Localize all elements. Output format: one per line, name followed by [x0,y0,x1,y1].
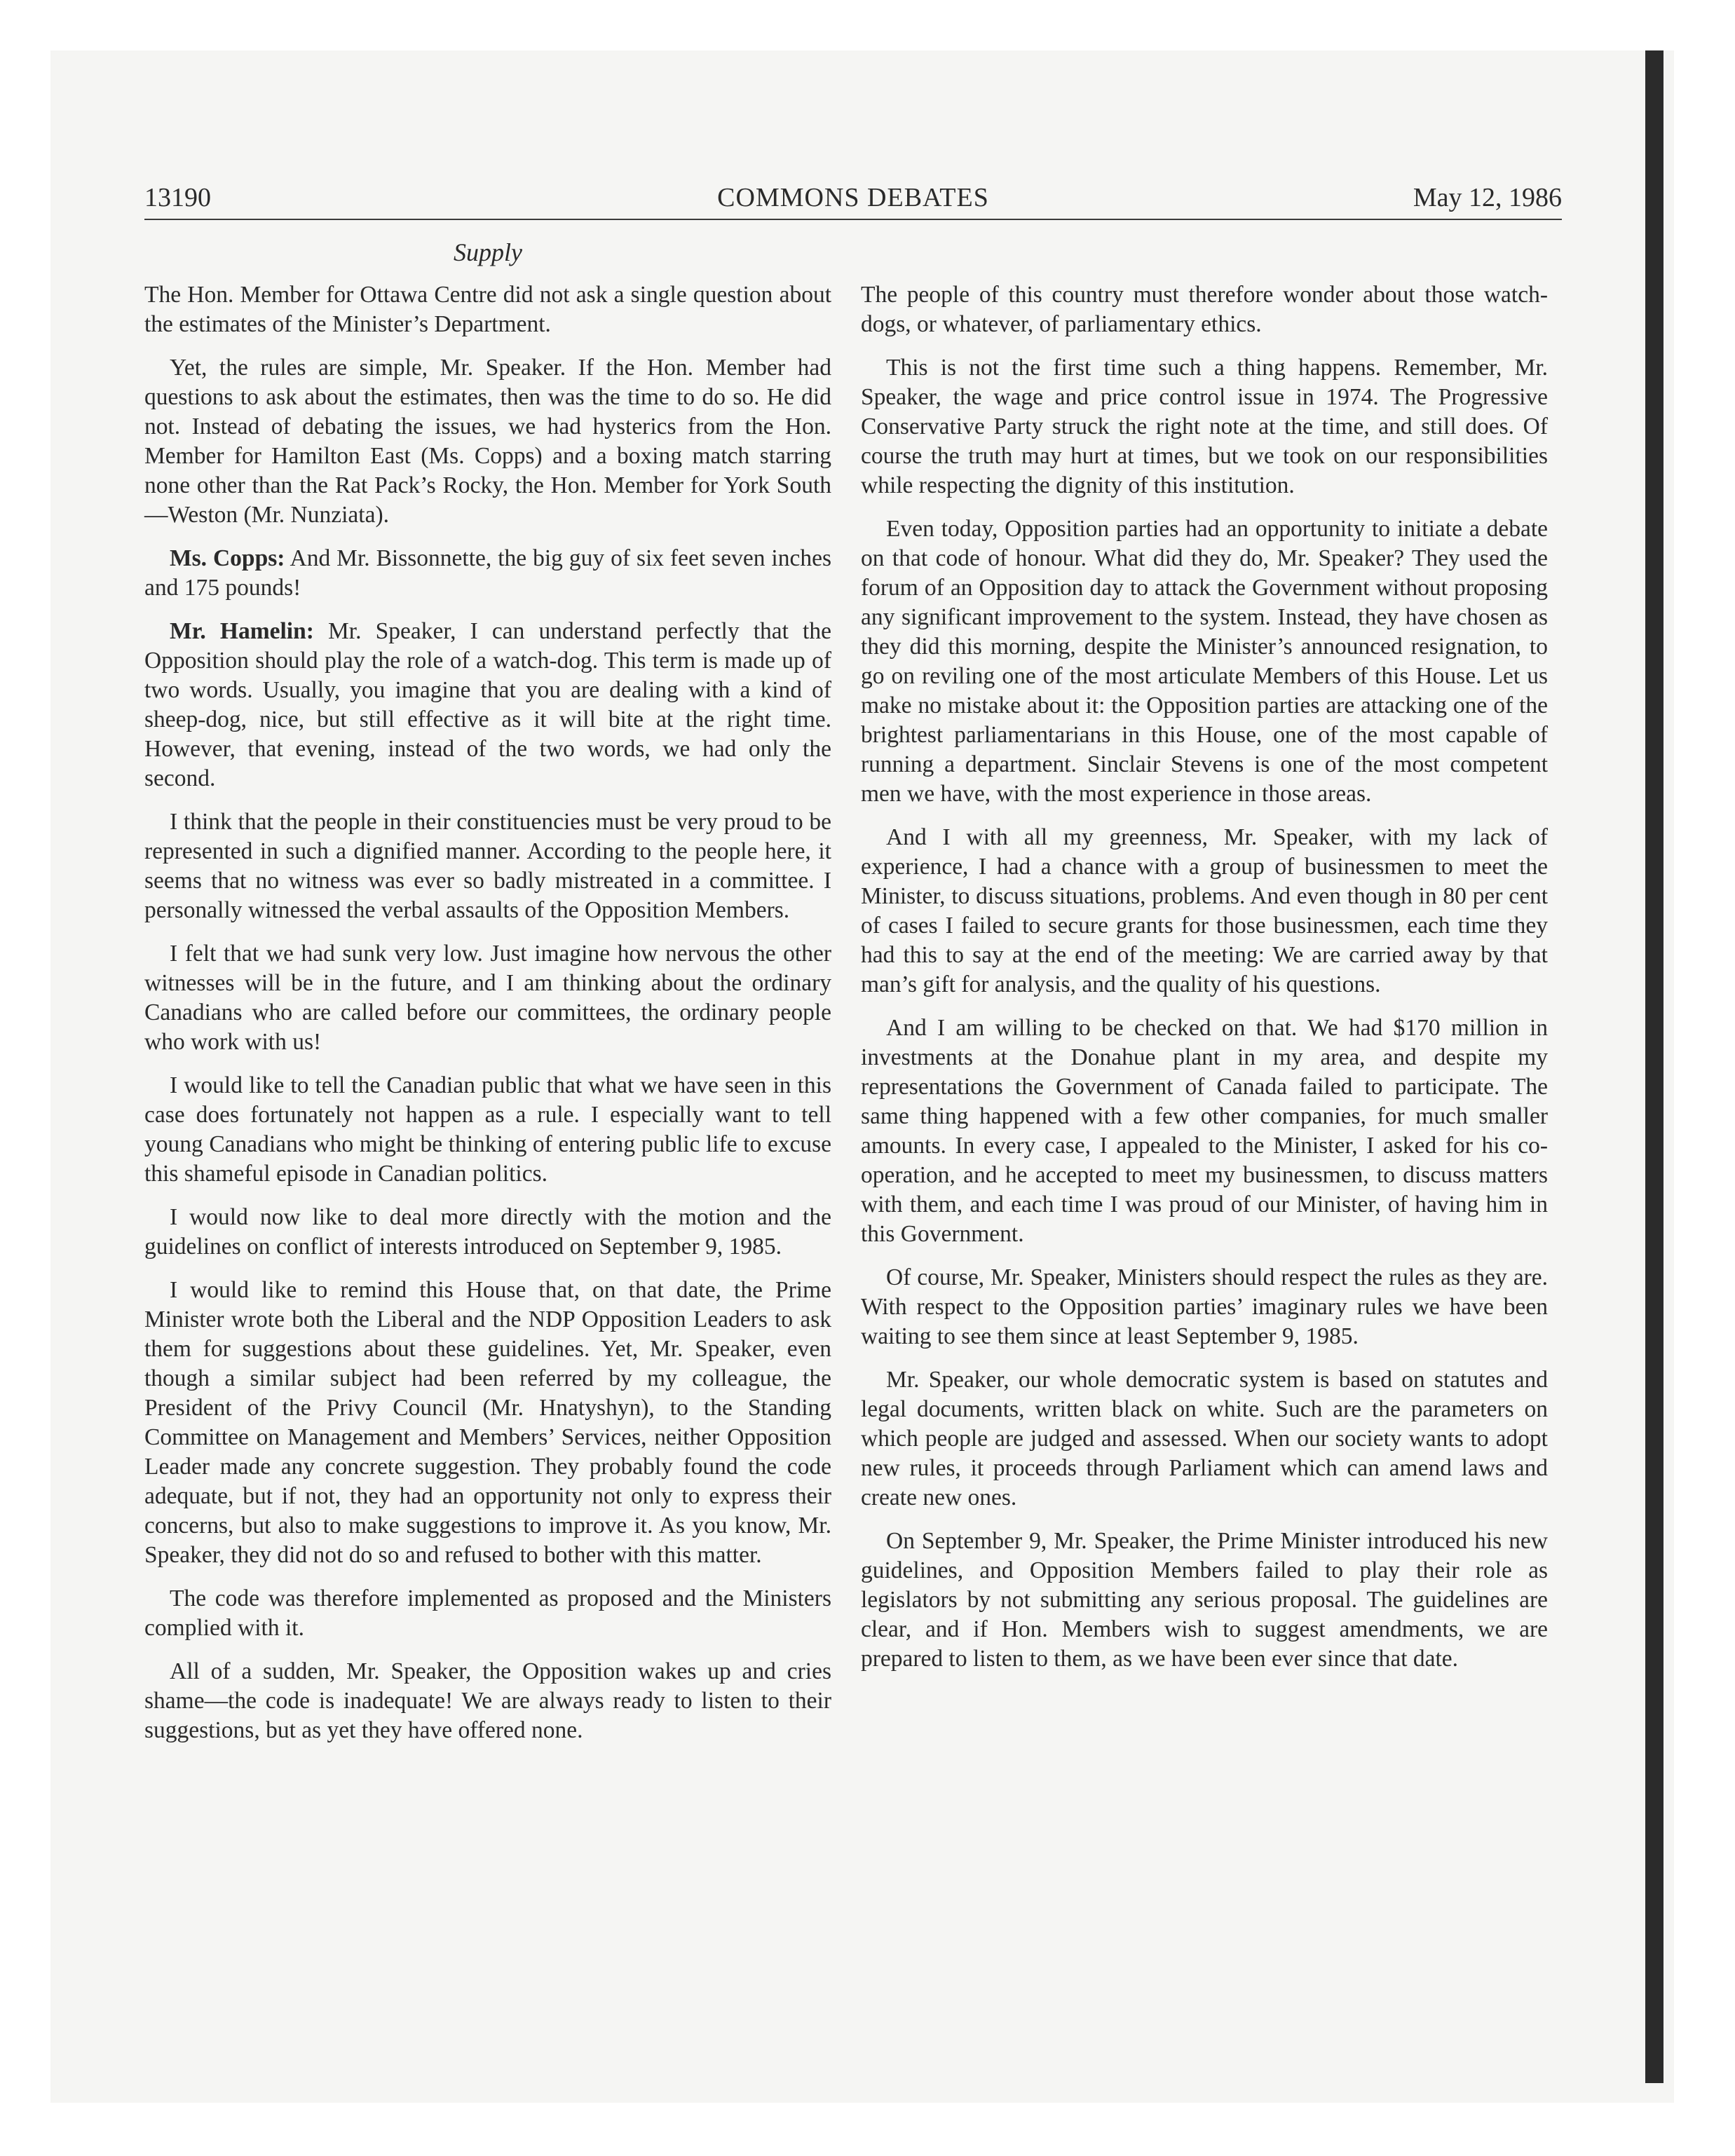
paragraph: All of a sudden, Mr. Speaker, the Opposition wakes up and cries shame—the code is inadequate! We are always ready to listen to their suggestions, but as yet they have offered none. [144,1658,831,1743]
publication-date: May 12, 1986 [1413,183,1562,212]
right-column [861,280,1548,1688]
page-number: 13190 [144,183,211,212]
paragraph: And I with all my greenness, Mr. Speaker, with my lack of experience, I had a chance with a group of businessmen to meet the Minister, to discuss situations, problems. And even though in 80 per cent of cases I failed to secure grants for those businessmen, each time they had this to say at the end of the meeting: We are carried away by that man’s gift for analysis, and the quality of his questions. [861,824,1548,997]
left-column [144,280,831,1759]
paragraph: The people of this country must therefore wonder about those watch-dogs, or whatever, of parliamentary ethics. [861,282,1548,337]
speech-text: Mr. Speaker, I can understand perfectly that the Opposition should play the role of a watch-dog. This term is made up of two words. Usually, you imagine that you are dealing with a kind of sheep-dog, nice, but still effective as it will bite at the right time. However, that evening, instead of the two words, we had only the second. [144,618,831,791]
paragraph: And I am willing to be checked on that. We had $170 million in investments at the Donahue plant in my area, and despite my representations the Government of Canada failed to participate. The same thing happened with a few other companies, for much smaller amounts. In every case, I appealed to the Minister, I asked for his co-operation, and he accepted to meet my businessmen, to discuss matters with them, and each time I was proud of our Minister, of having him in this Government. [861,1015,1548,1247]
paragraph: This is not the first time such a thing happens. Remember, Mr. Speaker, the wage and price control issue in 1974. The Progressive Conservative Party struck the right note at the time, and still does. Of course the truth may hurt at times, but we took on our responsibilities while respecting the dignity of this institution. [861,355,1548,498]
paragraph: I felt that we had sunk very low. Just imagine how nervous the other witnesses will be in the future, and I am thinking about the ordinary Canadians who are called before our committees, the ordinary people who work with us! [144,941,831,1055]
speech-text: And Mr. Bissonnette, the big guy of six feet seven inches and 175 pounds! [144,545,831,601]
header-rule [144,219,1562,220]
speaker-name: Ms. Copps: [170,545,285,571]
paragraph: Even today, Opposition parties had an opportunity to initiate a debate on that code of honour. What did they do, Mr. Speaker? They used the forum of an Opposition day to attack the Government without proposing any significant improvement to the system. Instead, they have chosen as they did this morning, despite the Minister’s announced resignation, to go on reviling one of the most articulate Members of this House. Let us make no mistake about it: the Opposition parties are attacking one of the brightest parliamentarians in this House, one of the most capable of running a department. Sinclair Stevens is one of the most competent men we have, with the most experience in those areas. [861,516,1548,807]
paragraph: I would like to tell the Canadian public that what we have seen in this case does fortunately not happen as a rule. I especially want to tell young Canadians who might be thinking of entering public life to excuse this shameful episode in Canadian politics. [144,1072,831,1187]
paragraph: Yet, the rules are simple, Mr. Speaker. If the Hon. Member had questions to ask about the estimates, then was the time to do so. He did not. Instead of debating the issues, we had hysterics from the Hon. Member for Hamilton East (Ms. Copps) and a boxing match starring none other than the Rat Pack’s Rocky, the Hon. Member for York South—Weston (Mr. Nunziata). [144,355,831,528]
paragraph [144,617,831,793]
paragraph: I would now like to deal more directly with the motion and the guidelines on conflict of interests introduced on September 9, 1985. [144,1204,831,1260]
paragraph: The code was therefore implemented as proposed and the Ministers complied with it. [144,1585,831,1641]
paragraph: Of course, Mr. Speaker, Ministers should respect the rules as they are. With respect to the Opposition parties’ imaginary rules we have been waiting to see them since at least September 9, 1985. [861,1264,1548,1349]
page-header [144,181,1562,214]
scan-edge-bar [1645,50,1663,2083]
paragraph: I think that the people in their constituencies must be very proud to be represented in such a dignified manner. According to the people here, it seems that no witness was ever so badly mistreated in a committee. I personally witnessed the verbal assaults of the Opposition Members. [144,809,831,923]
paragraph: Mr. Speaker, our whole democratic system is based on statutes and legal documents, written black on white. Such are the parameters on which people are judged and assessed. When our society wants to adopt new rules, it proceeds through Parliament which can amend laws and create new ones. [861,1367,1548,1510]
section-heading: Supply [454,238,522,266]
speaker-name: Mr. Hamelin: [170,618,314,644]
paragraph: The Hon. Member for Ottawa Centre did not ask a single question about the estimates of the Minister’s Department. [144,282,831,337]
paragraph: I would like to remind this House that, on that date, the Prime Minister wrote both the Liberal and the NDP Opposition Leaders to ask them for suggestions about these guidelines. Yet, Mr. Speaker, even though a similar subject had been referred by my colleague, the President of the Privy Council (Mr. Hnatyshyn), to the Standing Committee on Management and Members’ Services, neither Opposition Leader made any concrete suggestion. They probably found the code adequate, but if not, they had an opportunity not only to express their concerns, but also to make suggestions to improve it. As you know, Mr. Speaker, they did not do so and refused to bother with this matter. [144,1277,831,1568]
publication-title: COMMONS DEBATES [717,183,989,212]
paragraph: On September 9, Mr. Speaker, the Prime Minister introduced his new guidelines, and Opposition Members failed to play their role as legislators by not submitting any serious proposal. The guidelines are clear, and if Hon. Members wish to suggest amendments, we are prepared to listen to them, as we have been ever since that date. [861,1528,1548,1672]
paragraph [144,544,831,603]
